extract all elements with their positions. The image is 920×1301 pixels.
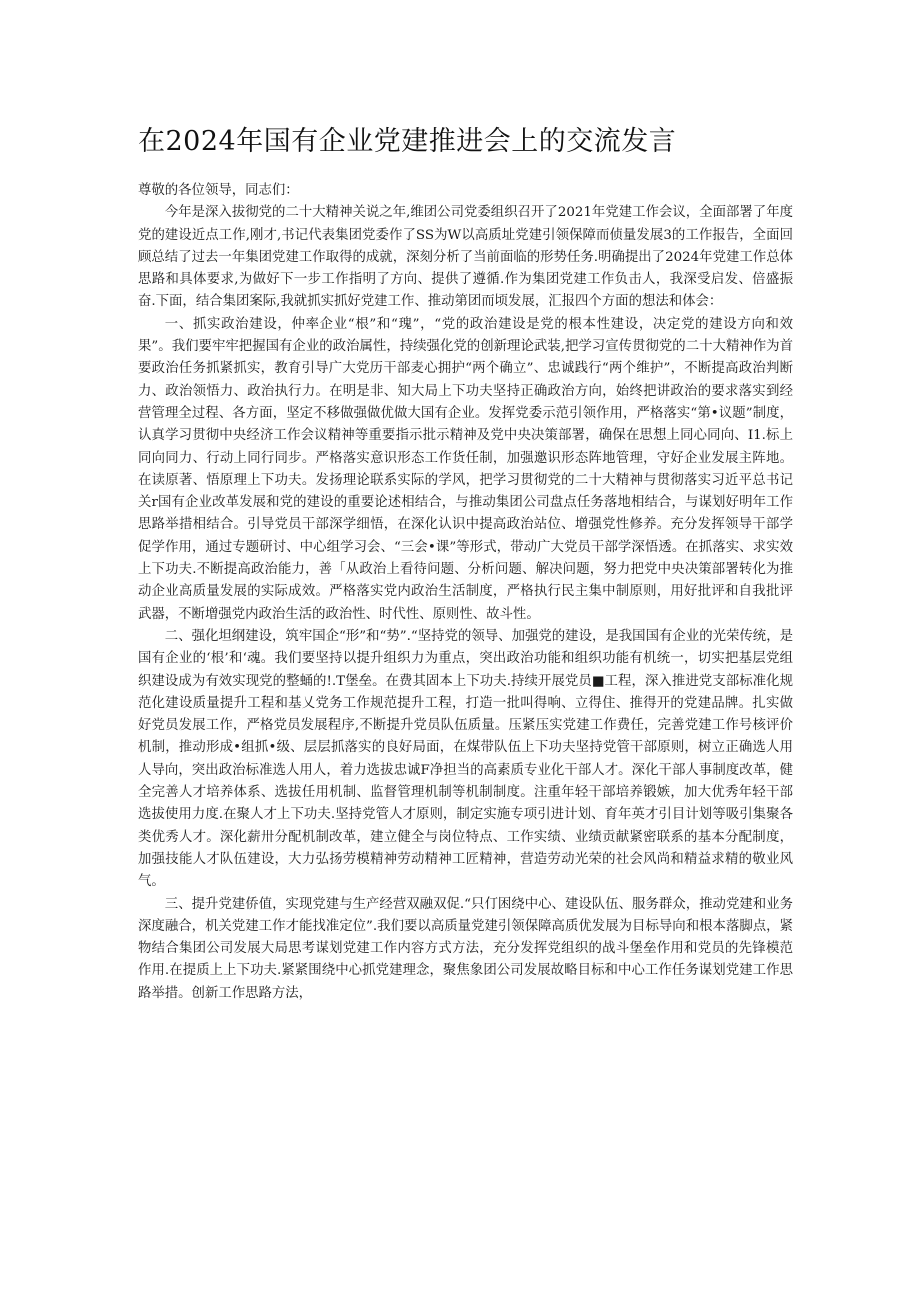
paragraph-political-building: 一、抓实政治建设，仲率企业“根”和“瑰”，“党的政治建设是党的根本性建设，决定党的建设方向和效果”。我们要牢牢把握国有企业的政治属性，持续强化党的创新理论武装,把学习宣传贯彻党的二十大精神作为首要政治任务抓紧抓实，教育引导广大党历干部麦心拥护“两个确立”、忠诚践行“两个维护”，不断提高政治判断力、政治领悟力、政治执行力。在明是非、知大局上下功夫坚持正确政治方向，始终把讲政治的要求落实到经营管理全过程、各方面，坚定不移做强做优做大国有企业。发挥党委示范引领作用，严格落实“第•议题”制度，认真学习贯彻中央经济工作会议精神等重要指示批示精神及党中央决策部署，确保在思想上同心同向、I1.标上同向同力、行动上同行同步。严格落实意识形态工作货任制，加强邀识形态阵地管理，守好企业发展主阵地。在读原著、悟原理上下功夫。发扬理论联系实际的学风，把学习贯彻党的二十大精神与贯彻落实习近平总书记关r国有企业改革发展和党的建设的重要论述相结合，与推动集团公司盘点任务落地相结合，与谋划好明年工作思路举措相结合。引导党员干部深学细悟，在深化认识中提高政治站位、增强党性修养。充分发挥领导干部学促学作用，通过专题研讨、中心组学习会、“三会•课”等形式，带动广大党员干部学深悟透。在抓落实、求实效上下功夫.不断提高政治能力，善「从政治上看待问题、分析问题、解决问题，努力把党中央决策部署转化为推动企业高质量发展的实际成效。严格落实党内政治生活制度，严格执行民主集中制原则，用好批评和自我批评武器，不断增强党内政治生活的政治性、时代性、原则性、故斗性。 xyxy=(138,316,793,622)
paragraph-organization-building: 二、强化坦纲建设，筑牢国企“形”和“势”.“坚持党的领导、加强党的建设，是我国国有企业的光荣传统，是国有企业的‘根’和‘魂。我们要坚持以提升组织力为重点，突出政治功能和组织功能有机统一，切实把基层党组织建设成为有效实现党的整蛹的!.T堡垒。在费其固本上下功夫.持续开展党员■工程，深入推进党支部标准化规范化建设质量提升工程和基乂党务工作规范提升工程，打造一批叫得响、立得住、推得开的党建品牌。扎实做好党员发展工作，严格党员发展程序,不断提升党员队伍质量。压紧压实党建工作费任，完善党建工作号核评价机制，推动形成•组抓•级、层层抓落实的良好局面，在煤带队伍上下功夫坚持党管干部原则，树立正确选人用人导向，突出政治标准选人用人，着力选拔忠诚F净担当的高素质专业化干部人才。深化干部人事制度改革，健全完善人才培养体系、选拔任用机制、监督管理机制等机制制度。注重年轻干部培养锻嫉，加大优秀年轻干部选拔使用力度.在聚人才上下功夫.坚持党管人才原则，制定实施专项引进计划、育年英才引目计划等吸引集聚各类优秀人才。深化薪卅分配机制改革，建立健全与岗位特点、工作实绩、业绩贡献紧密联系的基本分配制度，加强技能人才队伍建设，大力弘扬劳模精神劳动精神工匠精神，营造劳动光荣的社会风尚和精益求精的敬业风气。 xyxy=(138,628,793,890)
document-title: 在2024年国有企业党建推进会上的交流发言 xyxy=(138,126,677,157)
paragraph-party-value: 三、提升党建侨值，实现党建与生产经营双融双促.“只仃困绕中心、建设队伍、服务群众，推动党建和业务深度融合，机关党建工作才能找准定位”.我们要以高质量党建引领保障高质优发展为目标导向和根本落脚点，紧物结合集团公司发展大局思考谋划党建工作内容方式方法，充分发挥党组织的战斗堡垒作用和党员的先锋模范作用.在提质上上下功夫.紧紧围绕中心抓党建理念，聚焦象团公司发展故略目标和中心工作任务谋划党建工作思路举措。创新工作思路方法， xyxy=(138,896,793,1001)
paragraph-intro: 今年是深入拔彻党的二十大精神关说之年,维团公司党委组织召开了2021年党建工作会议，全面部署了年度党的建设近点工作,刚才,书记代表集团党委作了SS为W以高质址党建引领保障而侦量发展3的工作报告，全面回顾总结了过去一年集团党建工作取得的成就，深刻分析了当前面临的形势任务.明确提出了2024年党建工作总体思路和具体要求,为做好下一步工作指明了方向、提供了遵循.作为集团党建工作负击人，我深受启发、倍盛振奋.下面，结合集团案际,我就抓实抓好党建工作、推动第团而顷发展，汇报四个方面的想法和体会： xyxy=(138,205,793,310)
document-body xyxy=(138,180,793,1005)
salutation: 尊敬的各位领导，同志们： xyxy=(138,183,299,198)
